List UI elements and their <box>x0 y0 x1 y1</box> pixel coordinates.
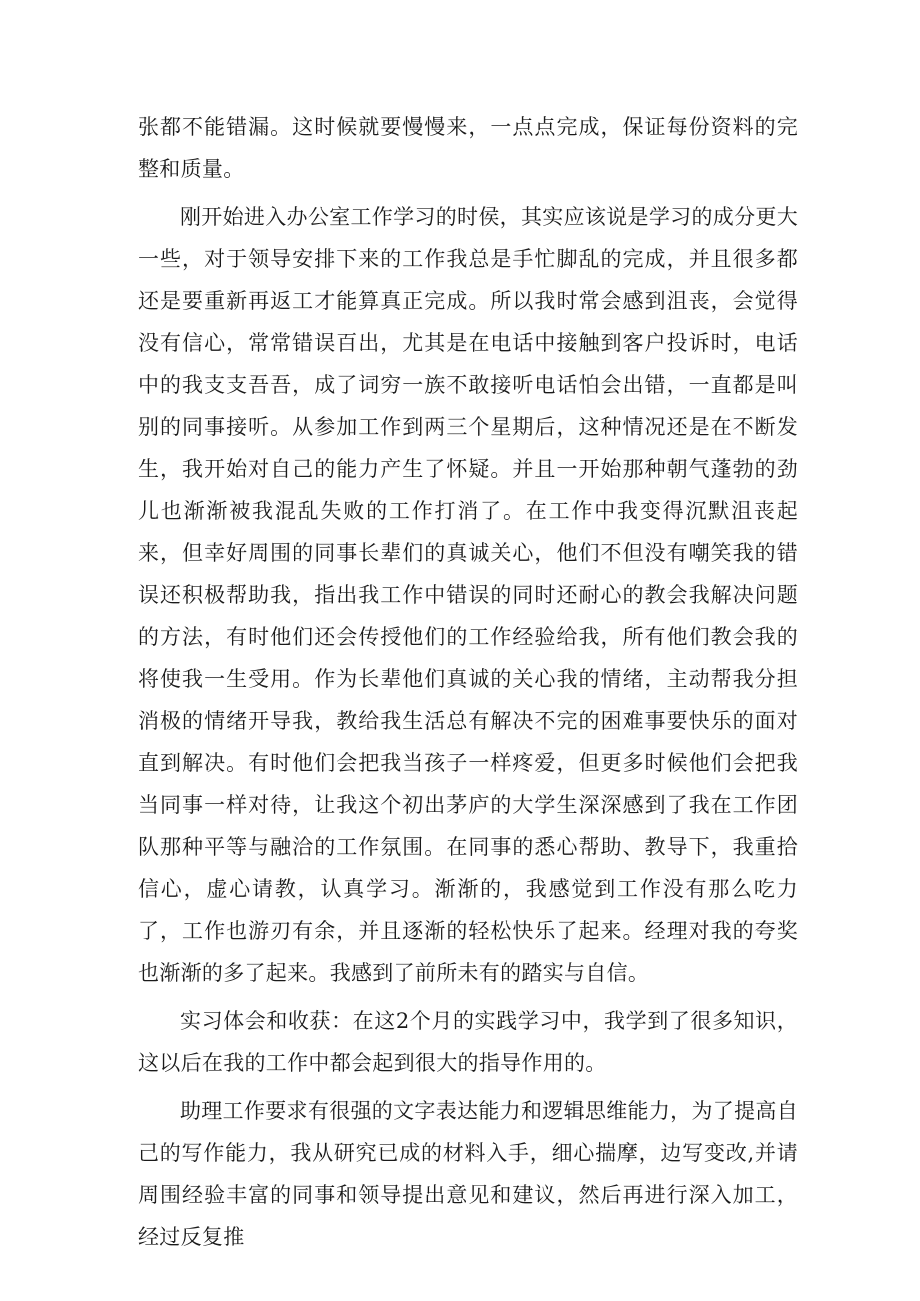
paragraph-1: 张都不能错漏。这时候就要慢慢来，一点点完成，保证每份资料的完整和质量。 <box>138 115 798 181</box>
paragraph-4: 助理工作要求有很强的文字表达能力和逻辑思维能力，为了提高自己的写作能力，我从研究已成的材料入手，细心揣摩，边写变改,并请周围经验丰富的同事和领导提出意见和建议，然后再进行深入加工，经过反复推 <box>138 1099 798 1249</box>
paragraph-2: 刚开始进入办公室工作学习的时侯，其实应该说是学习的成分更大一些，对于领导安排下来的工作我总是手忙脚乱的完成，并且很多都还是要重新再返工才能算真正完成。所以我时常会感到沮丧，会觉得没有信心，常常错误百出，尤其是在电话中接触到客户投诉时，电话中的我支支吾吾，成了词穷一族不敢接听电话怕会出错，一直都是叫别的同事接听。从参加工作到两三个星期后，这种情况还是在不断发生，我开始对自己的能力产生了怀疑。并且一开始那种朝气蓬勃的劲儿也渐渐被我混乱失败的工作打消了。在工作中我变得沉默沮丧起来，但幸好周围的同事长辈们的真诚关心，他们不但没有嘲笑我的错误还积极帮助我，指出我工作中错误的同时还耐心的教会我解决问题的方法，有时他们还会传授他们的工作经验给我，所有他们教会我的将使我一生受用。作为长辈他们真诚的关心我的情绪，主动帮我分担消极的情绪开导我，教给我生活总有解决不完的困难事要快乐的面对直到解决。有时他们会把我当孩子一样疼爱，但更多时候他们会把我当同事一样对待，让我这个初出茅庐的大学生深深感到了我在工作团队那种平等与融洽的工作氛围。在同事的悉心帮助、教导下，我重拾信心，虚心请教，认真学习。渐渐的，我感觉到工作没有那么吃力了，工作也游刃有余，并且逐渐的轻松快乐了起来。经理对我的夸奖也渐渐的多了起来。我感到了前所未有的踏实与自信。 <box>138 205 798 985</box>
paragraph-3: 实习体会和收获：在这2个月的实践学习中，我学到了很多知识，这以后在我的工作中都会起到很大的指导作用的。 <box>138 1009 798 1075</box>
document-body <box>138 106 798 1264</box>
